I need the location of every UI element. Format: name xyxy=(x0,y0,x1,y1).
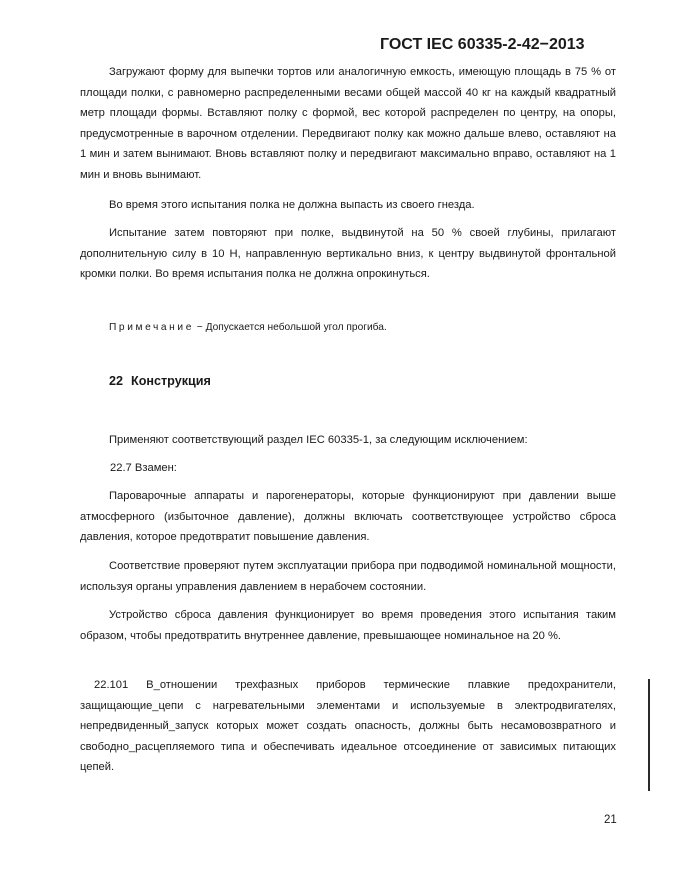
paragraph-shelf-stays: Во время этого испытания полка не должна выпасть из своего гнезда. xyxy=(109,199,475,211)
paragraph-relief-device: Устройство сброса давления функционирует во время проведения этого испытания таким образом, чтобы предотвратить внутреннее давление, превышающее номинальное на 20 %. xyxy=(80,609,616,642)
change-bar xyxy=(648,679,650,791)
clause-22-101: 22.101 В_отношении трехфазных приборов термические плавкие предохранители, защищающие_цепи с нагревательными элементами и используемые в электродвигателях, непредвиденный_запуск которых может создать опасность, должны быть несамовозвратного и свободно_расцепляемого типа и обеспечивать идеальное отсоединение от зависимых питающих цепей. xyxy=(80,679,616,774)
clause-22-7: 22.7 Взамен: xyxy=(110,462,177,474)
page-number: 21 xyxy=(604,814,617,826)
section-title: Конструкция xyxy=(131,374,211,388)
paragraph-compliance-check: Соответствие проверяют путем эксплуатации прибора при подводимой номинальной мощности, используя органы управления давлением в нерабочем состоянии. xyxy=(80,560,616,593)
paragraph-section-intro: Применяют соответствующий раздел IEC 60335-1, за следующим исключением: xyxy=(109,434,528,446)
section-heading xyxy=(109,374,211,388)
note-lead: Примечание xyxy=(109,322,194,333)
document-header: ГОСТ IEC 60335-2-42−2013 xyxy=(380,36,585,53)
section-number: 22 xyxy=(109,374,124,388)
paragraph-repeat-test: Испытание затем повторяют при полке, выдвинутой на 50 % своей глубины, прилагают дополнительную силу в 10 Н, направленную вертикально вниз, к центру выдвинутой фронтальной кромки полки. Во время испытания полка не должна опрокинуться. xyxy=(80,227,616,281)
note-text: − Допускается небольшой угол прогиба. xyxy=(193,322,387,333)
paragraph-load-test: Загружают форму для выпечки тортов или аналогичную емкость, имеющую площадь в 75 % от площади полки, с равномерно распределенными весами общей массой 40 кг на каждый квадратный метр площади формы. Вставляют полку с формой, вес которой распределен по центру, на опоры, предусмотренные в варочном отделении. Передвигают полку как можно дальше влево, оставляют на 1 мин и затем вынимают. Вновь вставляют полку и передвигают максимально вправо, оставляют на 1 мин и вновь вынимают. xyxy=(80,66,616,181)
paragraph-pressure-relief: Пароварочные аппараты и парогенераторы, которые функционируют при давлении выше атмосферного (избыточное давление), должны включать соответствующее устройство сброса давления, которое предотвратит повышение давления. xyxy=(80,490,616,544)
note xyxy=(109,318,609,338)
